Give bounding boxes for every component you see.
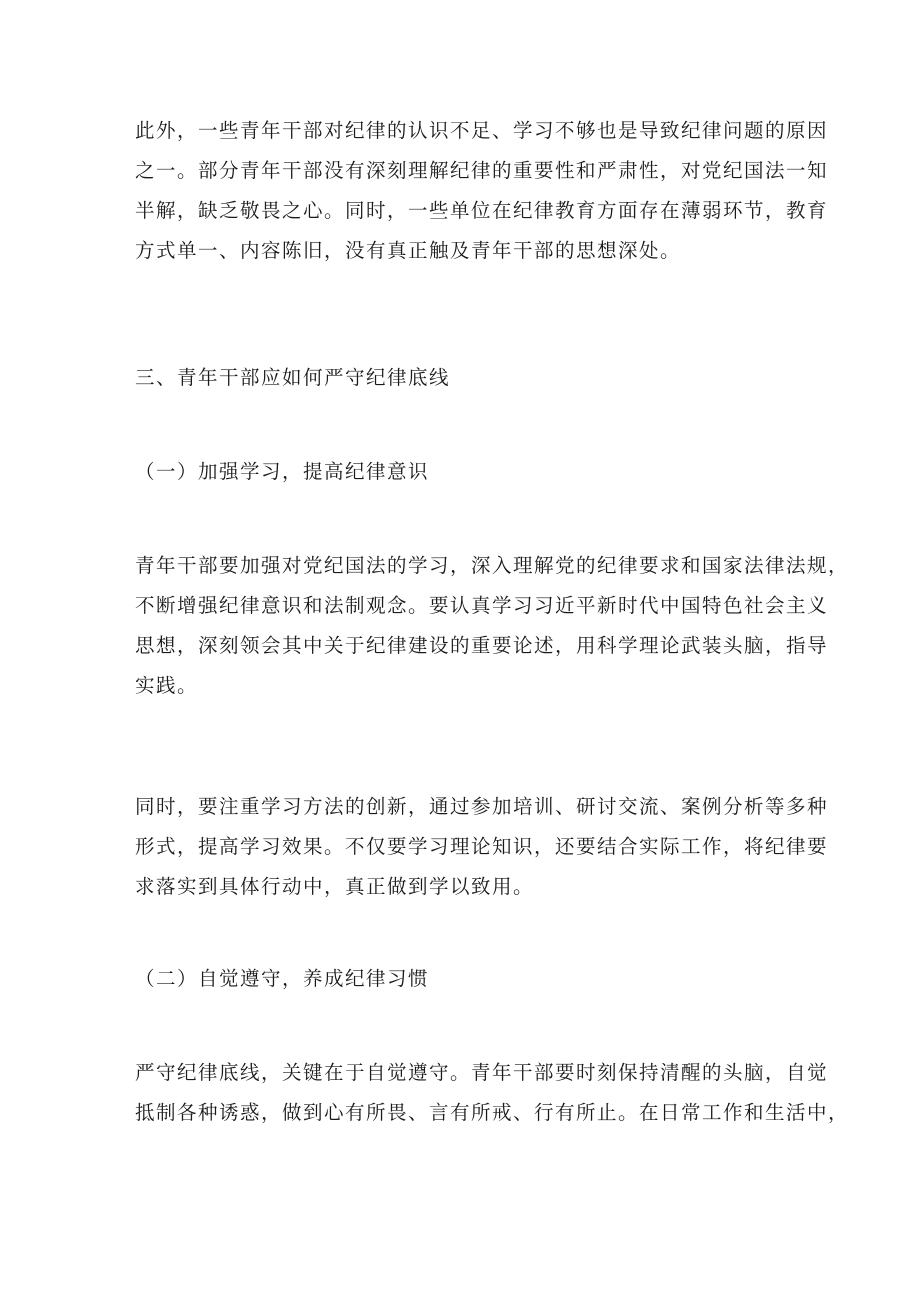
subsection-heading-2: （二）自觉遵守，养成纪律习惯 [135, 967, 430, 990]
paragraph-learning-methods [135, 787, 829, 907]
paragraph-line: 抵制各种诱惑，做到心有所畏、言有所戒、行有所止。在日常工作和生活中， [135, 1101, 850, 1124]
subsection-heading-1: （一）加强学习，提高纪律意识 [135, 460, 430, 483]
paragraph-strengthen-learning [135, 546, 850, 706]
section-heading-3: 三、青年干部应如何严守纪律底线 [135, 366, 451, 389]
paragraph-line: 此外，一些青年干部对纪律的认识不足、学习不够也是导致纪律问题的原因 [135, 119, 829, 142]
paragraph-line: 方式单一、内容陈旧，没有真正触及青年干部的思想深处。 [135, 239, 682, 262]
paragraph-line: 半解，缺乏敬畏之心。同时，一些单位在纪律教育方面存在薄弱环节，教育 [135, 199, 829, 222]
paragraph-line: 不断增强纪律意识和法制观念。要认真学习习近平新时代中国特色社会主义 [135, 594, 829, 617]
paragraph-discipline-awareness [135, 111, 829, 271]
paragraph-line: 之一。部分青年干部没有深刻理解纪律的重要性和严肃性，对党纪国法一知 [135, 159, 829, 182]
paragraph-line: 实践。 [135, 674, 199, 697]
paragraph-line: 形式，提高学习效果。不仅要学习理论知识，还要结合实际工作，将纪律要 [135, 835, 829, 858]
paragraph-line: 求落实到具体行动中，真正做到学以致用。 [135, 875, 535, 898]
paragraph-self-discipline [135, 1053, 850, 1133]
paragraph-line: 青年干部要加强对党纪国法的学习，深入理解党的纪律要求和国家法律法规， [135, 554, 850, 577]
paragraph-line: 严守纪律底线，关键在于自觉遵守。青年干部要时刻保持清醒的头脑，自觉 [135, 1061, 829, 1084]
paragraph-line: 同时，要注重学习方法的创新，通过参加培训、研讨交流、案例分析等多种 [135, 795, 829, 818]
paragraph-line: 思想，深刻领会其中关于纪律建设的重要论述，用科学理论武装头脑，指导 [135, 634, 829, 657]
